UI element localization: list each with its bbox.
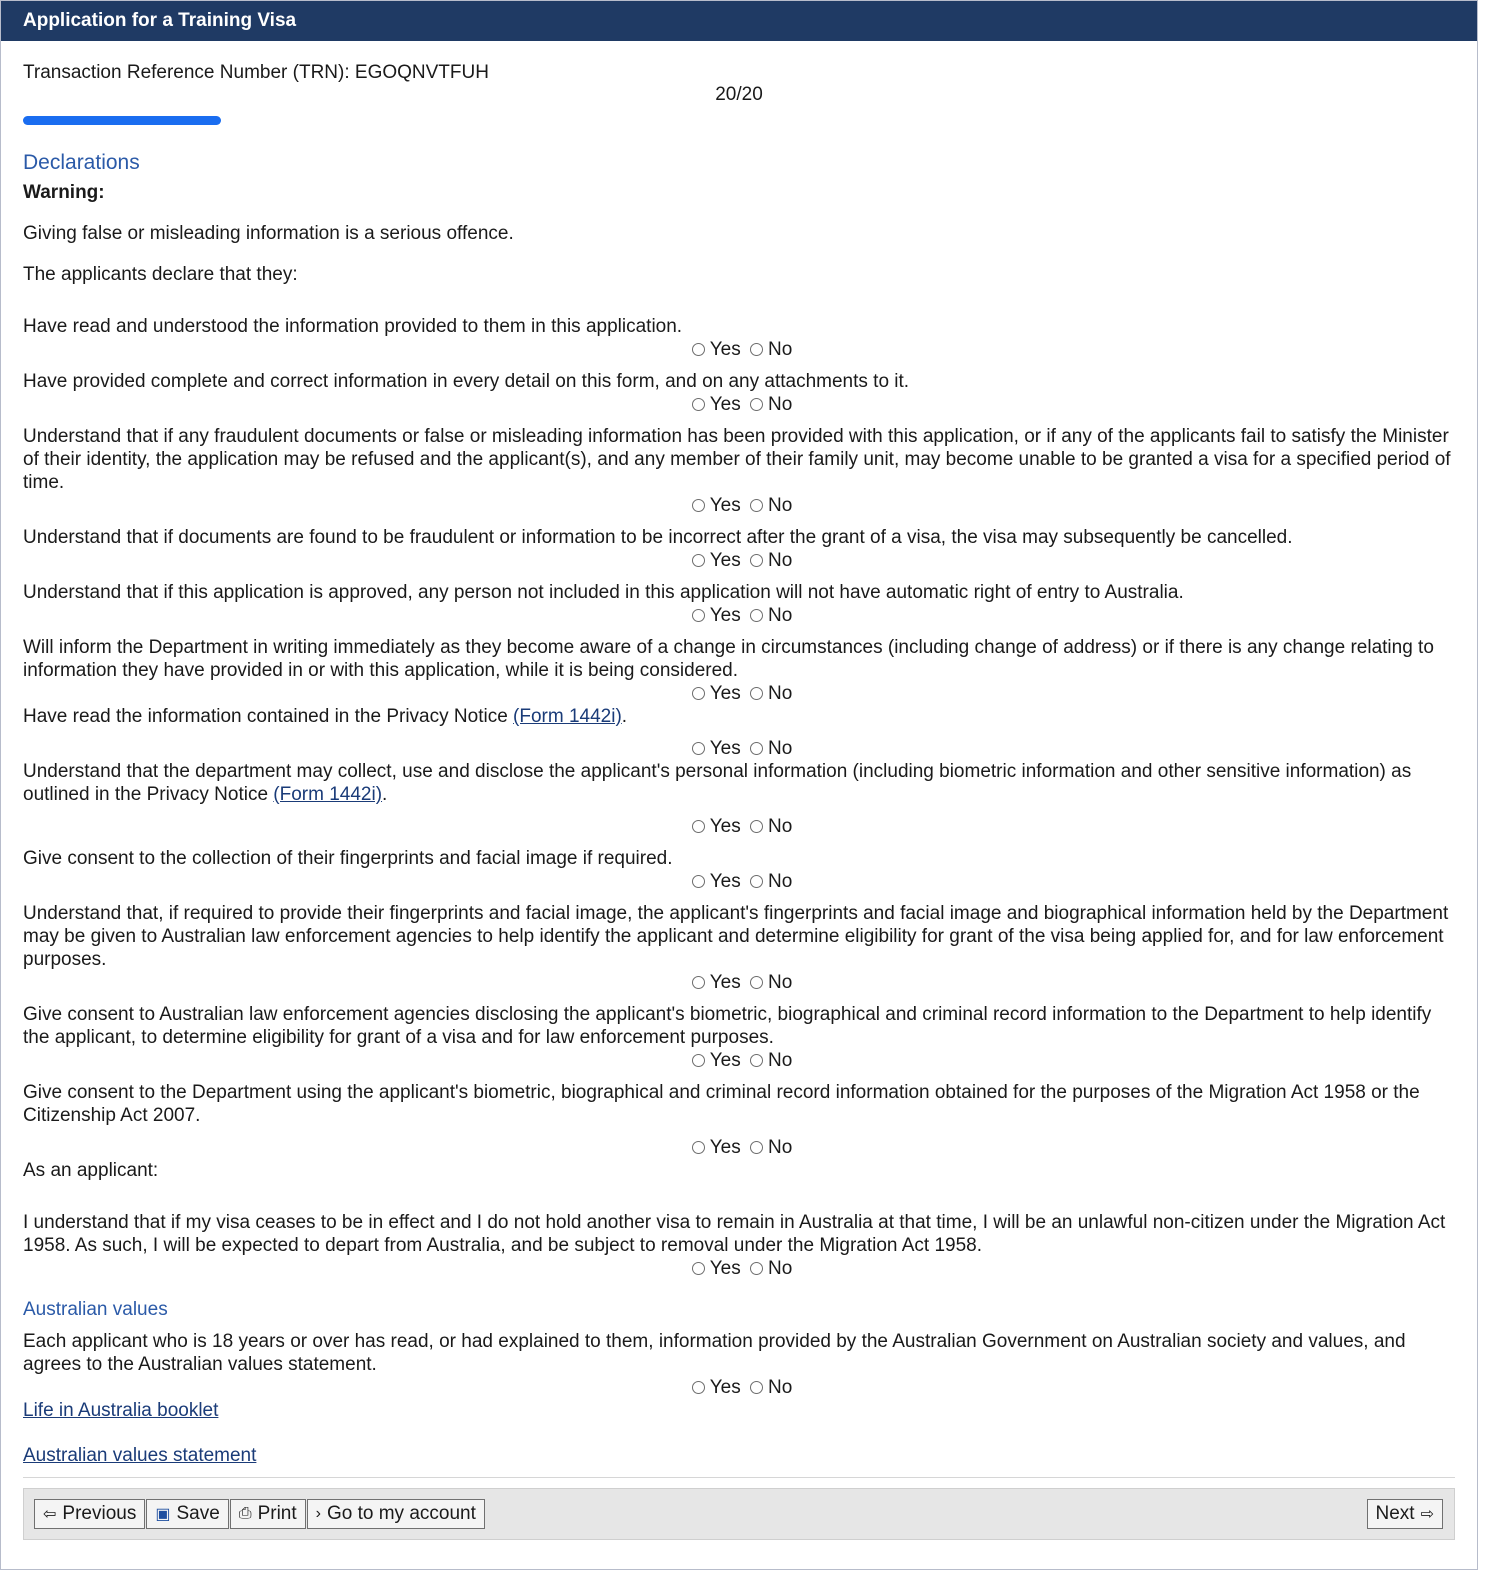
declaration-text: Understand that if this application is approved, any person not included in this application will not have automatic right of entry to Australia. xyxy=(23,582,1184,603)
yes-label: Yes xyxy=(709,1050,741,1071)
declaration-text: Have provided complete and correct information in every detail on this form, and on any attachments to it. xyxy=(23,371,910,392)
no-radio[interactable] xyxy=(750,1381,763,1394)
yes-radio[interactable] xyxy=(692,687,705,700)
period: . xyxy=(621,706,628,727)
divider xyxy=(23,1477,1455,1478)
declaration-item xyxy=(23,1211,1455,1280)
yes-radio[interactable] xyxy=(692,976,705,989)
no-option[interactable] xyxy=(746,971,792,994)
privacy-notice-link[interactable]: (Form 1442i) xyxy=(273,784,383,805)
no-radio[interactable] xyxy=(750,1262,763,1275)
no-option[interactable] xyxy=(746,1257,792,1280)
yes-label: Yes xyxy=(709,1137,741,1158)
yes-radio[interactable] xyxy=(692,875,705,888)
declaration-text: Have read the information contained in the Privacy Notice xyxy=(23,706,508,727)
yes-option[interactable] xyxy=(688,815,741,838)
previous-label: Previous xyxy=(62,1503,137,1524)
yes-no-radio-group xyxy=(23,682,1457,705)
no-radio[interactable] xyxy=(750,398,763,411)
no-label: No xyxy=(767,1377,793,1398)
yes-option[interactable] xyxy=(688,870,741,893)
values-statement: Each applicant who is 18 years or over has read, or had explained to them, information provided by the Australian Government on Australian society and values, and agrees to the Australian values statement. xyxy=(23,1331,1406,1375)
form-content xyxy=(1,62,1477,1540)
print-label: Print xyxy=(257,1503,297,1524)
print-button[interactable] xyxy=(230,1499,306,1529)
no-label: No xyxy=(767,1137,793,1158)
life-in-australia-link[interactable]: Life in Australia booklet xyxy=(23,1400,219,1421)
yes-no-radio-group xyxy=(23,815,1457,838)
yes-no-radio-group xyxy=(23,1049,1457,1072)
applicant-statement: I understand that if my visa ceases to be in effect and I do not hold another visa to remain in Australia at that time, I will be an unlawful non-citizen under the Migration Act 1958. As such, I will be expected to depart from Australia, and be subject to removal under the Migration Act 1958. xyxy=(23,1212,1446,1256)
no-label: No xyxy=(767,605,793,626)
yes-label: Yes xyxy=(709,738,741,759)
no-option[interactable] xyxy=(746,1136,792,1159)
no-label: No xyxy=(767,1050,793,1071)
declaration-text: Understand that if any fraudulent documents or false or misleading information has been provided with this application, or if any of the applicants fail to satisfy the Minister of their identity, the application may be refused and the applicant(s), and any member of their family unit, may become unable to be granted a visa for a specified period of time. xyxy=(23,426,1451,493)
declaration-intro: The applicants declare that they: xyxy=(23,264,298,285)
declaration-item xyxy=(23,760,1455,838)
yes-no-radio-group xyxy=(23,971,1457,994)
yes-radio[interactable] xyxy=(692,499,705,512)
declaration-item xyxy=(23,1330,1455,1399)
no-option[interactable] xyxy=(746,604,792,627)
account-label: Go to my account xyxy=(326,1503,476,1524)
warning-text: Giving false or misleading information is a serious offence. xyxy=(23,223,514,244)
values-statement-link[interactable]: Australian values statement xyxy=(23,1445,257,1466)
no-radio[interactable] xyxy=(750,499,763,512)
yes-radio[interactable] xyxy=(692,609,705,622)
save-button[interactable] xyxy=(146,1499,228,1529)
save-label: Save xyxy=(176,1503,220,1524)
yes-radio[interactable] xyxy=(692,343,705,356)
no-option[interactable] xyxy=(746,815,792,838)
arrow-left-icon: ⇦ xyxy=(43,1506,57,1523)
declaration-item xyxy=(23,847,1455,893)
left-buttons xyxy=(34,1499,486,1529)
declaration-text: Understand that the department may collect, use and disclose the applicant's personal information (including biometric information and other sensitive information) as outlined in the Privacy Notice xyxy=(23,761,1412,805)
progress-bar xyxy=(23,116,221,125)
declaration-text-row xyxy=(23,705,1455,728)
yes-no-radio-group xyxy=(23,870,1457,893)
window-title: Application for a Training Visa xyxy=(1,1,1477,41)
declaration-text: Give consent to Australian law enforcement agencies disclosing the applicant's biometric, biographical and criminal record information to the Department to help identify the applicant, to determine eligibility for grant of a visa and for law enforcement purposes. xyxy=(23,1004,1432,1048)
yes-no-radio-group xyxy=(23,1136,1457,1159)
yes-option[interactable] xyxy=(688,549,741,572)
no-label: No xyxy=(767,871,793,892)
arrow-right-icon: ⇨ xyxy=(1420,1506,1434,1523)
no-radio[interactable] xyxy=(750,742,763,755)
no-option[interactable] xyxy=(746,1376,792,1399)
declaration-item xyxy=(23,581,1455,627)
yes-option[interactable] xyxy=(688,604,741,627)
declaration-item xyxy=(23,1003,1455,1072)
yes-option[interactable] xyxy=(688,1376,741,1399)
no-option[interactable] xyxy=(746,393,792,416)
declaration-item xyxy=(23,370,1455,416)
yes-label: Yes xyxy=(709,683,741,704)
booklet-link-row xyxy=(23,1399,1455,1422)
yes-label: Yes xyxy=(709,605,741,626)
yes-no-radio-group xyxy=(23,1257,1457,1280)
no-label: No xyxy=(767,339,793,360)
declaration-item xyxy=(23,425,1455,517)
no-radio[interactable] xyxy=(750,1054,763,1067)
yes-label: Yes xyxy=(709,871,741,892)
no-radio[interactable] xyxy=(750,609,763,622)
yes-option[interactable] xyxy=(688,494,741,517)
declaration-item xyxy=(23,705,1455,760)
no-label: No xyxy=(767,972,793,993)
no-option[interactable] xyxy=(746,870,792,893)
no-radio[interactable] xyxy=(750,554,763,567)
go-to-account-button[interactable] xyxy=(307,1499,485,1529)
no-label: No xyxy=(767,738,793,759)
no-option[interactable] xyxy=(746,682,792,705)
no-label: No xyxy=(767,683,793,704)
no-option[interactable] xyxy=(746,338,792,361)
chevron-right-icon: › xyxy=(315,1505,321,1522)
no-label: No xyxy=(767,394,793,415)
yes-option[interactable] xyxy=(688,1257,741,1280)
yes-radio[interactable] xyxy=(692,554,705,567)
yes-label: Yes xyxy=(709,1258,741,1279)
no-radio[interactable] xyxy=(750,1141,763,1154)
yes-radio[interactable] xyxy=(692,820,705,833)
no-label: No xyxy=(767,550,793,571)
applicant-label: As an applicant: xyxy=(23,1160,159,1181)
no-option[interactable] xyxy=(746,1049,792,1072)
yes-label: Yes xyxy=(709,339,741,360)
yes-label: Yes xyxy=(709,972,741,993)
yes-label: Yes xyxy=(709,1377,741,1398)
declaration-text: Understand that, if required to provide their fingerprints and facial image, the applicant's fingerprints and facial image and biographical information held by the Department may be given to Australian law enforcement agencies to help identify the applicant and determine eligibility for grant of the visa being applied for, and for law enforcement purposes. xyxy=(23,903,1449,970)
yes-radio[interactable] xyxy=(692,1054,705,1067)
yes-label: Yes xyxy=(709,495,741,516)
yes-no-radio-group xyxy=(23,393,1457,416)
yes-option[interactable] xyxy=(688,737,741,760)
declaration-text-row xyxy=(23,760,1455,806)
no-option[interactable] xyxy=(746,494,792,517)
no-radio[interactable] xyxy=(750,343,763,356)
yes-radio[interactable] xyxy=(692,1141,705,1154)
yes-option[interactable] xyxy=(688,971,741,994)
yes-option[interactable] xyxy=(688,1049,741,1072)
yes-label: Yes xyxy=(709,550,741,571)
declaration-text: Give consent to the collection of their fingerprints and facial image if required. xyxy=(23,848,673,869)
declaration-item xyxy=(23,636,1455,705)
warning-label: Warning: xyxy=(23,182,105,203)
period: . xyxy=(382,784,388,805)
yes-radio[interactable] xyxy=(692,398,705,411)
yes-label: Yes xyxy=(709,816,741,837)
declaration-item xyxy=(23,315,1455,361)
yes-option[interactable] xyxy=(688,338,741,361)
no-radio[interactable] xyxy=(750,976,763,989)
declaration-text: Have read and understood the information provided to them in this application. xyxy=(23,316,683,337)
yes-radio[interactable] xyxy=(692,1381,705,1394)
trn-label: Transaction Reference Number (TRN): EGOQNVTFUH xyxy=(23,62,489,83)
no-label: No xyxy=(767,495,793,516)
no-label: No xyxy=(767,1258,793,1279)
yes-option[interactable] xyxy=(688,682,741,705)
declaration-item xyxy=(23,526,1455,572)
declaration-item xyxy=(23,1081,1455,1159)
yes-radio[interactable] xyxy=(692,1262,705,1275)
no-radio[interactable] xyxy=(750,687,763,700)
yes-option[interactable] xyxy=(688,1136,741,1159)
no-radio[interactable] xyxy=(750,820,763,833)
yes-label: Yes xyxy=(709,394,741,415)
yes-option[interactable] xyxy=(688,393,741,416)
declaration-item xyxy=(23,902,1455,994)
values-title: Australian values xyxy=(23,1299,168,1320)
yes-no-radio-group xyxy=(23,737,1457,760)
privacy-notice-link[interactable]: (Form 1442i) xyxy=(513,706,622,727)
yes-no-radio-group xyxy=(23,1376,1457,1399)
no-radio[interactable] xyxy=(750,875,763,888)
yes-radio[interactable] xyxy=(692,742,705,755)
page-counter: 20/20 xyxy=(715,84,763,105)
no-option[interactable] xyxy=(746,549,792,572)
previous-button[interactable] xyxy=(34,1499,145,1529)
navigation-bar xyxy=(23,1488,1455,1540)
no-label: No xyxy=(767,816,793,837)
section-title: Declarations xyxy=(23,151,140,174)
yes-no-radio-group xyxy=(23,604,1457,627)
printer-icon: ⎙ xyxy=(238,1505,252,1522)
next-button[interactable] xyxy=(1367,1499,1443,1529)
yes-no-radio-group xyxy=(23,494,1457,517)
yes-no-radio-group xyxy=(23,549,1457,572)
yes-no-radio-group xyxy=(23,338,1457,361)
declaration-text: Give consent to the Department using the applicant's biometric, biographical and criminal record information obtained for the purposes of the Migration Act 1958 or the Citizenship Act 2007. xyxy=(23,1082,1420,1126)
declaration-text: Understand that if documents are found to be fraudulent or information to be incorrect after the grant of a visa, the visa may subsequently be cancelled. xyxy=(23,527,1293,548)
floppy-disk-icon: ▣ xyxy=(155,1506,171,1523)
next-label: Next xyxy=(1375,1503,1415,1524)
declaration-text: Will inform the Department in writing immediately as they become aware of a change in circumstances (including change of address) or if there is any change relating to information they have provided in or with this application, while it is being considered. xyxy=(23,637,1434,681)
no-option[interactable] xyxy=(746,737,792,760)
values-link-row xyxy=(23,1444,1455,1467)
